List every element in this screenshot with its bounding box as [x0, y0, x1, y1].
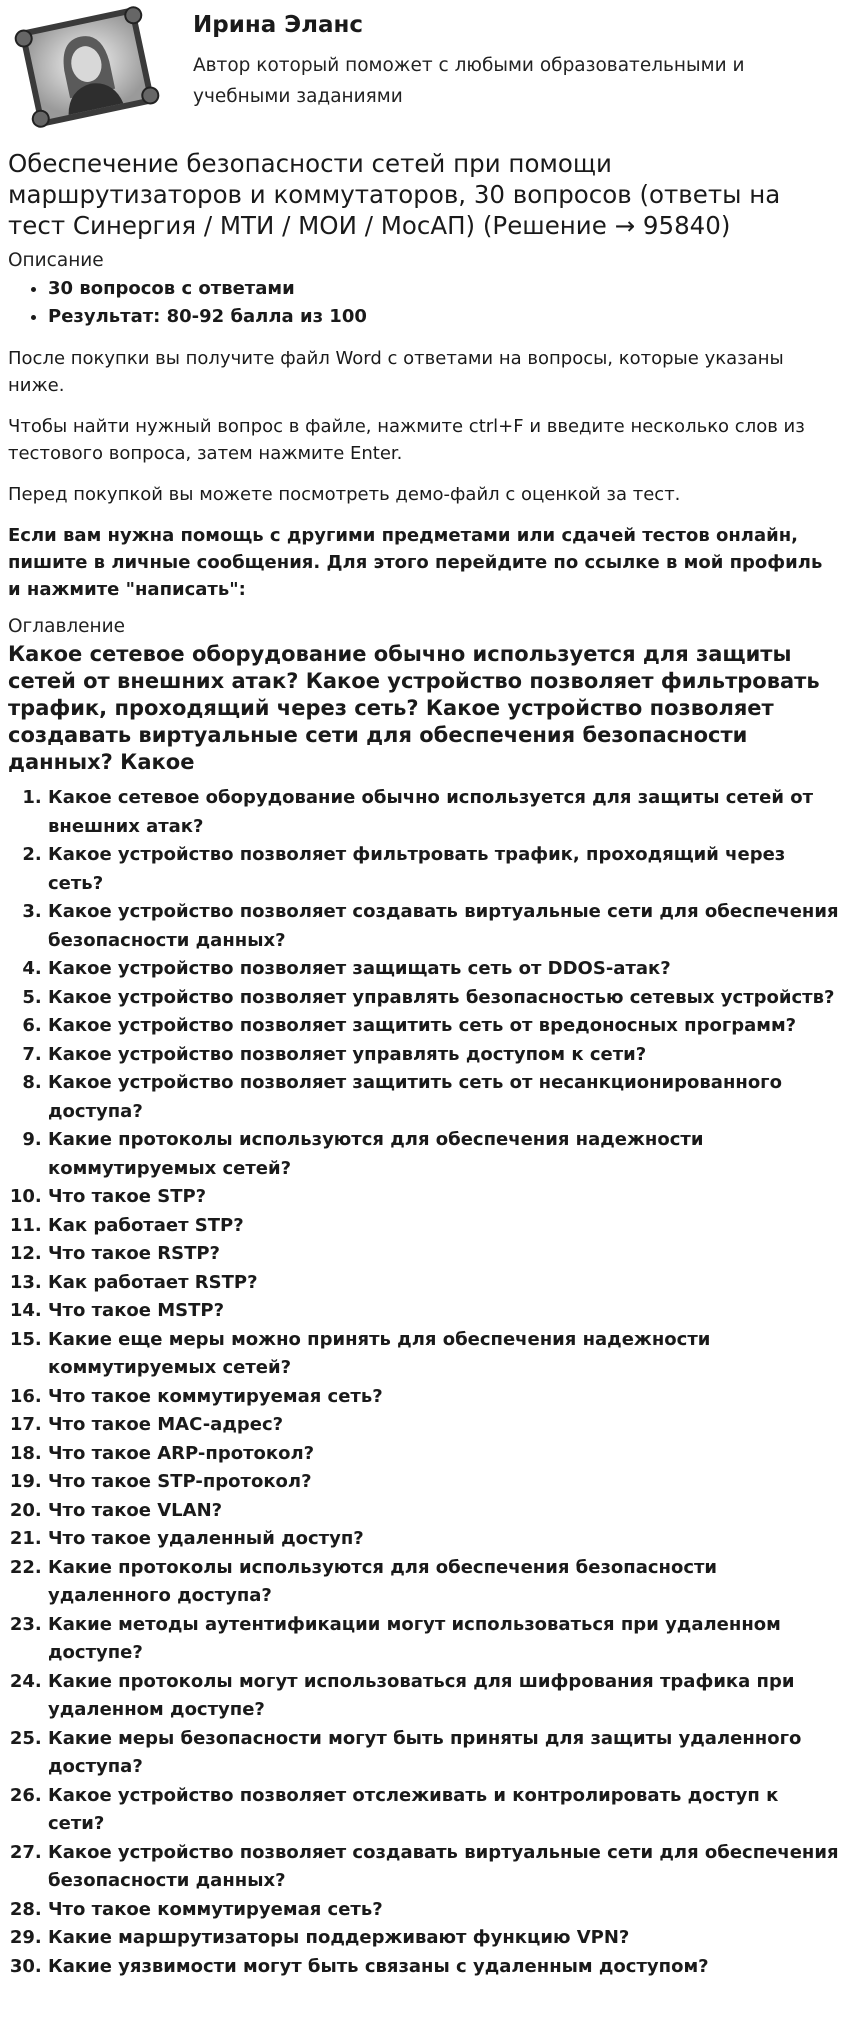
toc-item-30: 30. Какие уязвимости могут быть связаны с удаленным доступом? [48, 1953, 839, 1982]
toc-item-16: 16. Что такое коммутируемая сеть? [48, 1383, 839, 1412]
toc-item-26: 26. Какое устройство позволяет отслеживать и контролировать доступ к сети? [48, 1782, 839, 1839]
toc-item-17: 17. Что такое MAC-адрес? [48, 1411, 839, 1440]
toc-label: Оглавление [8, 616, 126, 637]
toc-item-1: 1. Какое сетевое оборудование обычно используется для защиты сетей от внешних атак? [48, 784, 839, 841]
toc-item-7: 7. Какое устройство позволяет управлять доступом к сети? [48, 1041, 839, 1070]
toc-item-12: 12. Что такое RSTP? [48, 1240, 839, 1269]
toc-item-2: 2. Какое устройство позволяет фильтровать трафик, проходящий через сеть? [48, 841, 839, 898]
description-label: Описание [8, 250, 104, 271]
search-hint: Чтобы найти нужный вопрос в файле, нажмите ctrl+F и введите несколько слов из тестового вопроса, затем нажмите Enter. [8, 416, 805, 464]
author-description: Автор который поможет с любыми образовательными и учебными заданиями [193, 55, 745, 107]
toc-item-8: 8. Какое устройство позволяет защитить сеть от несанкционированного доступа? [48, 1069, 839, 1126]
toc-list [8, 784, 839, 1981]
toc-item-27: 27. Какое устройство позволяет создавать виртуальные сети для обеспечения безопасности данных? [48, 1839, 839, 1896]
purchase-info: После покупки вы получите файл Word с ответами на вопросы, которые указаны ниже. [8, 348, 784, 396]
toc-item-9: 9. Какие протоколы используются для обеспечения надежности коммутируемых сетей? [48, 1126, 839, 1183]
contact-text: Если вам нужна помощь с другими предметами или сдачей тестов онлайн, пишите в личные сообщения [8, 525, 799, 573]
contact-info [8, 522, 839, 603]
toc-item-20: 20. Что такое VLAN? [48, 1497, 839, 1526]
toc-item-14: 14. Что такое MSTP? [48, 1297, 839, 1326]
toc-item-6: 6. Какое устройство позволяет защитить сеть от вредоносных программ? [48, 1012, 839, 1041]
toc-item-28: 28. Что такое коммутируемая сеть? [48, 1896, 839, 1925]
toc-item-15: 15. Какие еще меры можно принять для обеспечения надежности коммутируемых сетей? [48, 1326, 839, 1383]
author-card [8, 0, 839, 138]
list-item: • 30 вопросов с ответами [48, 275, 839, 303]
toc-item-10: 10. Что такое STP? [48, 1183, 839, 1212]
toc-item-24: 24. Какие протоколы могут использоваться для шифрования трафика при удаленном доступе? [48, 1668, 839, 1725]
toc-item-19: 19. Что такое STP-протокол? [48, 1468, 839, 1497]
product-title: Обеспечение безопасности сетей при помощи маршрутизаторов и коммутаторов, 30 вопросов (ответы на тест Синергия / МТИ / МОИ / МосАП) (Решение → 95840) [8, 149, 781, 240]
toc-item-4: 4. Какое устройство позволяет защищать сеть от DDOS-атак? [48, 955, 839, 984]
toc-heading: Какое сетевое оборудование обычно используется для защиты сетей от внешних атак? Какое устройство позволяет фильтровать трафик, проходящий через сеть? Какое устройство позволяет создавать виртуальные сети для обеспечения безопасности данных? Какое [8, 642, 820, 774]
contact-instructions: . Для этого перейдите по ссылке в мой профиль и нажмите "написать": [8, 552, 823, 600]
toc-item-25: 25. Какие меры безопасности могут быть приняты для защиты удаленного доступа? [48, 1725, 839, 1782]
summary-list [8, 275, 839, 331]
toc-item-23: 23. Какие методы аутентификации могут использоваться при удаленном доступе? [48, 1611, 839, 1668]
toc-item-21: 21. Что такое удаленный доступ? [48, 1525, 839, 1554]
portrait-photo-icon[interactable] [14, 6, 160, 128]
toc-item-5: 5. Какое устройство позволяет управлять безопасностью сетевых устройств? [48, 984, 839, 1013]
toc-item-3: 3. Какое устройство позволяет создавать виртуальные сети для обеспечения безопасности данных? [48, 898, 839, 955]
demo-info: Перед покупкой вы можете посмотреть демо-файл с оценкой за тест. [8, 484, 681, 505]
toc-item-11: 11. Как работает STP? [48, 1212, 839, 1241]
toc-item-29: 29. Какие маршрутизаторы поддерживают функцию VPN? [48, 1924, 839, 1953]
toc-item-22: 22. Какие протоколы используются для обеспечения безопасности удаленного доступа? [48, 1554, 839, 1611]
list-item: • Результат: 80-92 балла из 100 [48, 303, 839, 331]
author-name[interactable]: Ирина Эланс [193, 12, 364, 38]
toc-item-18: 18. Что такое ARP-протокол? [48, 1440, 839, 1469]
toc-item-13: 13. Как работает RSTP? [48, 1269, 839, 1298]
